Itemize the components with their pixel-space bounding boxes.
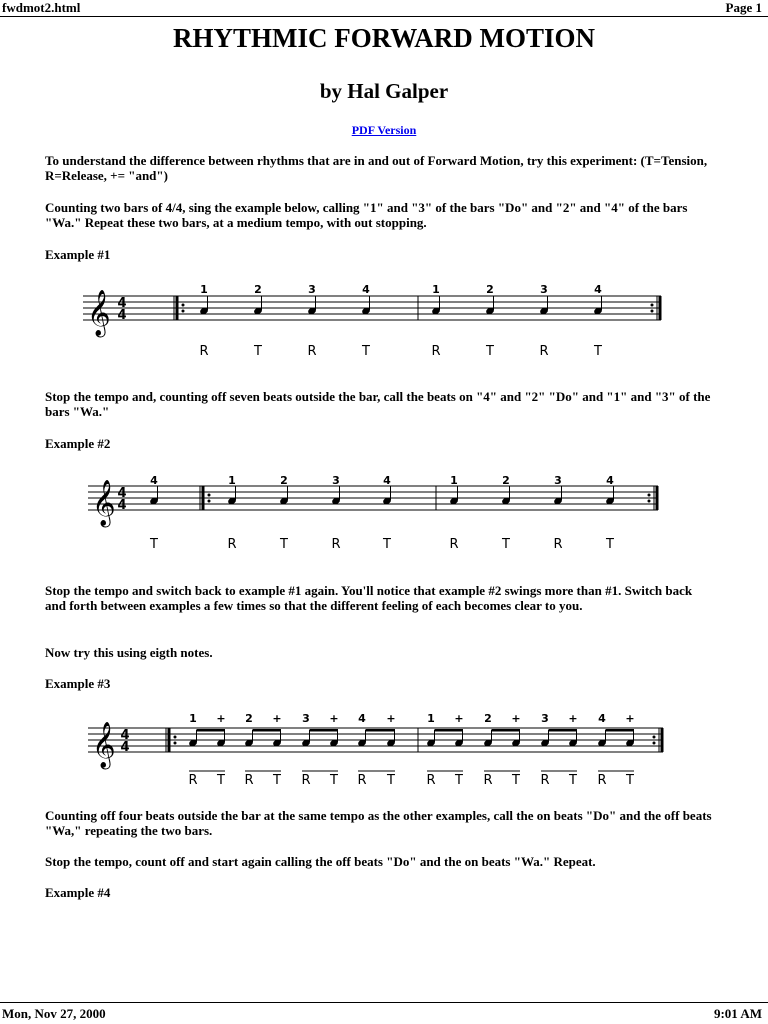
beat-count: 1 [228,474,236,487]
tension-release-label: R [188,773,198,788]
tension-release-label: T [273,773,281,788]
tension-release-label: T [512,773,520,788]
tension-release-label: T [150,537,158,552]
tension-release-label: R [199,344,209,359]
page-title: RHYTHMIC FORWARD MOTION [172,23,596,53]
beat-count: 4 [594,283,602,296]
repeat-dot [174,736,177,739]
example-1-label: Example #1 [45,247,111,262]
author-byline: by Hal Galper [319,79,449,103]
example-3-label: Example #3 [45,676,111,691]
footer-time: 9:01 AM [713,1006,762,1021]
tension-release-label: R [431,344,441,359]
tension-release-label: R [539,344,549,359]
eighth-notes-paragraph: Now try this using eigth notes. [45,645,213,660]
beat-count: 1 [432,283,440,296]
repeat-dot [651,304,654,307]
beam [435,729,464,732]
treble-clef-icon: 𝄞 [87,290,111,336]
beat-count: + [216,712,226,725]
beat-count: 3 [332,474,340,487]
beat-count: 4 [606,474,614,487]
tension-release-label: T [455,773,463,788]
tension-release-label: R [357,773,367,788]
beat-count: 1 [450,474,458,487]
beat-count: + [568,712,578,725]
counting-paragraph: Counting two bars of 4/4, sing the example below, calling "1" and "3" of the bars "Do" and "2" and "4" of the bars "Wa." Repeat these two bars, at a medium tempo, with out stopping. [45,200,688,230]
tension-release-label: R [331,537,341,552]
beat-count: + [386,712,396,725]
beat-count: 1 [427,712,435,725]
beat-count: 4 [383,474,391,487]
header-page-number: Page 1 [725,0,762,15]
time-signature-top: 4 [117,296,127,311]
tension-release-label: T [217,773,225,788]
repeat-dot [208,494,211,497]
example-3-staff [0,704,768,794]
beat-count: 4 [362,283,370,296]
tension-release-label: R [540,773,550,788]
beat-count: 3 [302,712,310,725]
time-signature-top: 4 [117,486,127,501]
stop-tempo-paragraph-3: Stop the tempo, count off and start again calling the off beats "Do" and the on beats "Wa." Repeat. [45,854,596,869]
beat-count: 4 [598,712,606,725]
beat-count: 3 [541,712,549,725]
tension-release-label: T [606,537,614,552]
beat-count: 2 [486,283,494,296]
tension-release-label: T [569,773,577,788]
tension-release-label: R [301,773,311,788]
tension-release-label: T [387,773,395,788]
tension-release-label: T [626,773,634,788]
example-2-staff [0,465,768,553]
beat-count: 2 [484,712,492,725]
footer-date: Mon, Nov 27, 2000 [2,1006,106,1021]
stop-tempo-paragraph-2: Stop the tempo and switch back to example #1 again. You'll notice that example #2 swings more than #1. Switch back and forth between examples a few times so that the different feeling of each becomes clear to you. [45,583,693,613]
beat-count: 4 [358,712,366,725]
beat-count: 3 [308,283,316,296]
beam [492,729,521,732]
tension-release-label: R [227,537,237,552]
example-1-staff [0,276,768,362]
beat-count: 1 [200,283,208,296]
tension-release-label: R [307,344,317,359]
beat-count: 3 [554,474,562,487]
header-filename: fwdmot2.html [2,0,81,15]
beat-count: 2 [245,712,253,725]
tension-release-label: R [449,537,459,552]
tension-release-label: T [594,344,602,359]
beat-count: + [272,712,282,725]
beat-count: + [625,712,635,725]
tension-release-label: R [553,537,563,552]
tension-release-label: T [486,344,494,359]
treble-clef-icon: 𝄞 [92,480,116,526]
tension-release-label: T [254,344,262,359]
repeat-dot [182,304,185,307]
footer-rule [0,1002,768,1003]
repeat-dot [648,500,651,503]
header-rule [0,16,768,17]
beat-count: 3 [540,283,548,296]
repeat-dot [174,742,177,745]
repeat-dot [648,494,651,497]
intro-paragraph: To understand the difference between rhythms that are in and out of Forward Motion, try this experiment: (T=Tension, R=Release, += "and") [45,153,708,183]
beat-count: + [511,712,521,725]
beam [197,729,226,732]
repeat-dot [208,500,211,503]
time-signature-top: 4 [120,728,130,743]
beat-count: 1 [189,712,197,725]
time-signature-bottom: 4 [120,740,130,755]
tension-release-label: T [383,537,391,552]
repeat-dot [653,742,656,745]
tension-release-label: R [483,773,493,788]
pdf-version-link[interactable]: PDF Version [351,123,417,137]
beam [606,729,635,732]
beat-count: + [454,712,464,725]
beam [366,729,396,732]
beat-count: 2 [254,283,262,296]
beat-count: 2 [502,474,510,487]
beam [253,729,282,732]
time-signature-bottom: 4 [117,308,127,323]
beat-count: 2 [280,474,288,487]
tension-release-label: R [597,773,607,788]
example-2-label: Example #2 [45,436,111,451]
repeat-dot [651,310,654,313]
tension-release-label: R [426,773,436,788]
treble-clef-icon: 𝄞 [92,722,116,768]
beam [310,729,339,732]
tension-release-label: T [502,537,510,552]
beat-count: 4 [150,474,158,487]
pdf-link-container [0,123,768,138]
repeat-dot [182,310,185,313]
stop-tempo-paragraph-1: Stop the tempo and, counting off seven beats outside the bar, call the beats on "4" and "2" "Do" and "1" and "3" of the bars "Wa." [45,389,711,419]
tension-release-label: T [330,773,338,788]
tension-release-label: T [280,537,288,552]
time-signature-bottom: 4 [117,498,127,513]
counting-paragraph-3: Counting off four beats outside the bar at the same tempo as the other examples, call the on beats "Do" and the off beats "Wa," repeating the two bars. [45,808,712,838]
beam [549,729,578,732]
tension-release-label: T [362,344,370,359]
tension-release-label: R [244,773,254,788]
repeat-dot [653,736,656,739]
beat-count: + [329,712,339,725]
example-4-label: Example #4 [45,885,111,900]
